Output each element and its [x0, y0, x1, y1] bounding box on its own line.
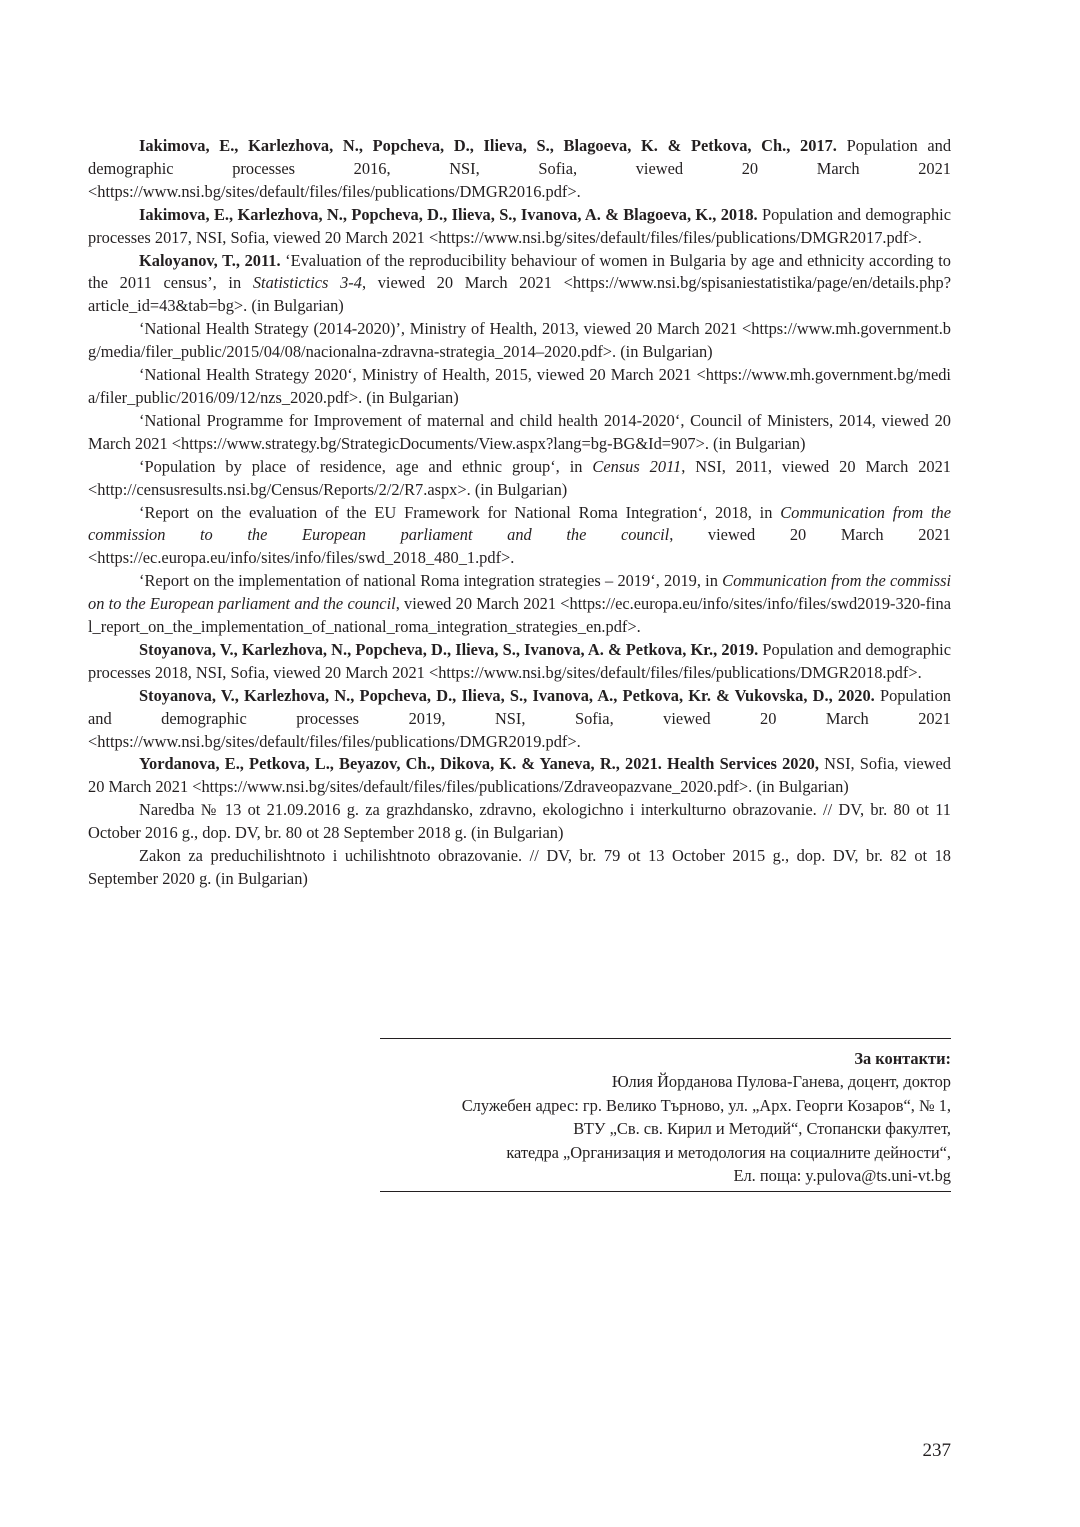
reference-6 — [88, 410, 951, 456]
reference-text: , viewed 20 March 2021 <https://ec.europa.eu/info/sites/info/files/swd2019-320-final_report_on_the_implementation_of_national_roma_integration_strategies_en.pdf>. — [88, 594, 952, 637]
contact-heading: За контакти: — [854, 1049, 951, 1068]
reference-text: , NSI, 2011, viewed 20 March 2021 <http://censusresults.nsi.bg/Census/Reports/2/2/R7.aspx>. (in Bulgarian) — [88, 456, 951, 499]
reference-text: ‘Population by place of residence, age and ethnic group‘, in — [139, 456, 593, 476]
reference-source: Communication from the commission to the European parliament and the council — [88, 502, 952, 545]
contact-email: Ел. поща: y.pulova@ts.uni-vt.bg — [733, 1166, 951, 1186]
reference-text: ‘Evaluation of the reproducibility behaviour of women in Bulgaria by age and ethnicity according to the 2011 census’, in — [88, 250, 951, 293]
reference-text: Population and demographic processes 2019, NSI, Sofia, viewed 20 March 2021 <https://www.nsi.bg/sites/default/files/files/publications/DMGR2019.pdf>. — [88, 685, 951, 751]
reference-authors: Kaloyanov, T., 2011. — [139, 250, 281, 270]
reference-9 — [88, 570, 951, 639]
reference-12 — [88, 753, 951, 799]
reference-text: Naredba № 13 ot 21.09.2016 g. za grazhdansko, zdravno, ekologichno i interkulturno obrazovanie. // DV, br. 80 ot 11 October 2016 g., dop. DV, br. 80 ot 28 September 2018 g. (in Bulgarian) — [88, 800, 951, 843]
reference-authors: Yordanova, E., Petkova, L., Beyazov, Ch., Dikova, K. & Yaneva, R., 2021. Health Services 2020, — [139, 754, 819, 774]
reference-authors: Stoyanova, V., Karlezhova, N., Popcheva, D., Ilieva, S., Ivanova, A., Petkova, Kr. & Vukovska, D., 2020. — [139, 685, 875, 705]
reference-text: Zakon za preduchilishtnoto i uchilishtnoto obrazovanie. // DV, br. 79 ot 13 October 2015 g., dop. DV, br. 82 ot 18 September 2020 g. (in Bulgarian) — [88, 846, 951, 888]
reference-source: Statistictics 3-4 — [252, 273, 362, 293]
reference-text: ‘National Programme for Improvement of maternal and child health 2014-2020‘, Council of Ministers, 2014, viewed 20 March 2021 <https://www.strategy.bg/StrategicDocuments/View.aspx?lang=bg-BG&Id=907>. (in Bulgarian) — [88, 410, 951, 453]
reference-14 — [88, 845, 951, 891]
reference-text: Population and demographic processes 2018, NSI, Sofia, viewed 20 March 2021 <https://www.nsi.bg/sites/default/files/files/publications/DMGR2018.pdf>. — [88, 639, 951, 682]
reference-8 — [88, 502, 951, 571]
reference-text: ‘Report on the evaluation of the EU Framework for National Roma Integration‘, 2018, in — [139, 502, 781, 522]
contact-block — [380, 1038, 951, 1192]
reference-authors: Iakimova, E., Karlezhova, N., Popcheva, D., Ilieva, S., Blagoeva, K. & Petkova, Ch., 2017. — [139, 136, 837, 155]
reference-authors: Stoyanova, V., Karlezhova, N., Popcheva, D., Ilieva, S., Ivanova, A. & Petkova, Kr., 2019. — [139, 639, 759, 659]
reference-2 — [88, 204, 951, 250]
contact-address: Служебен адрес: гр. Велико Търново, ул. „Арх. Георги Козаров“, № 1, — [461, 1095, 951, 1115]
reference-1 — [88, 135, 951, 204]
reference-source: Communication from the commission to the European parliament and the council — [88, 571, 951, 614]
reference-text: , viewed 20 March 2021 <https://www.nsi.bg/spisaniestatistika/page/en/details.php?article_id=43&tab=bg>. (in Bulgarian) — [88, 273, 951, 316]
reference-7 — [88, 456, 951, 502]
reference-10 — [88, 639, 951, 685]
contact-name: Юлия Йорданова Пулова-Ганева, доцент, доктор — [611, 1072, 951, 1092]
reference-text: NSI, Sofia, viewed 20 March 2021 <https://www.nsi.bg/sites/default/files/files/publications/Zdraveopazvane_2020.pdf>. (in Bulgarian) — [88, 754, 951, 797]
reference-11 — [88, 685, 951, 754]
reference-text: ‘National Health Strategy 2020‘, Ministry of Health, 2015, viewed 20 March 2021 <https://www.mh.government.bg/media/filer_public/2016/09/12/nzs_2020.pdf>. (in Bulgarian) — [88, 365, 951, 407]
reference-3 — [88, 250, 951, 319]
reference-text: ‘National Health Strategy (2014-2020)’, Ministry of Health, 2013, viewed 20 March 2021 <https://www.mh.government.bg/media/filer_public/2015/04/08/nacionalna-zdravna-strategia_2014–2020.pdf>. (in Bulgarian) — [88, 319, 951, 362]
reference-13 — [88, 799, 951, 845]
reference-source: Census 2011 — [592, 456, 682, 476]
contact-university: ВТУ „Св. св. Кирил и Методий“, Стопански факултет, — [573, 1119, 951, 1139]
reference-text: Population and demographic processes 2016, NSI, Sofia, viewed 20 March 2021 <https://www.nsi.bg/sites/default/files/files/publications/DMGR2016.pdf>. — [88, 136, 952, 201]
reference-5 — [88, 364, 951, 410]
page-number: 237 — [922, 1440, 951, 1461]
reference-4 — [88, 318, 951, 364]
reference-authors: Iakimova, E., Karlezhova, N., Popcheva, D., Ilieva, S., Ivanova, A. & Blagoeva, K., 2018. — [139, 204, 758, 224]
contact-department: катедра „Организация и методология на социалните дейности“, — [506, 1142, 951, 1162]
reference-text: ‘Report on the implementation of national Roma integration strategies – 2019‘, 2019, in — [139, 571, 723, 591]
reference-text: Population and demographic processes 2017, NSI, Sofia, viewed 20 March 2021 <https://www.nsi.bg/sites/default/files/files/publications/DMGR2017.pdf>. — [88, 204, 951, 247]
references-list — [88, 135, 951, 891]
reference-text: , viewed 20 March 2021 <https://ec.europa.eu/info/sites/info/files/swd_2018_480_1.pdf>. — [88, 525, 951, 568]
